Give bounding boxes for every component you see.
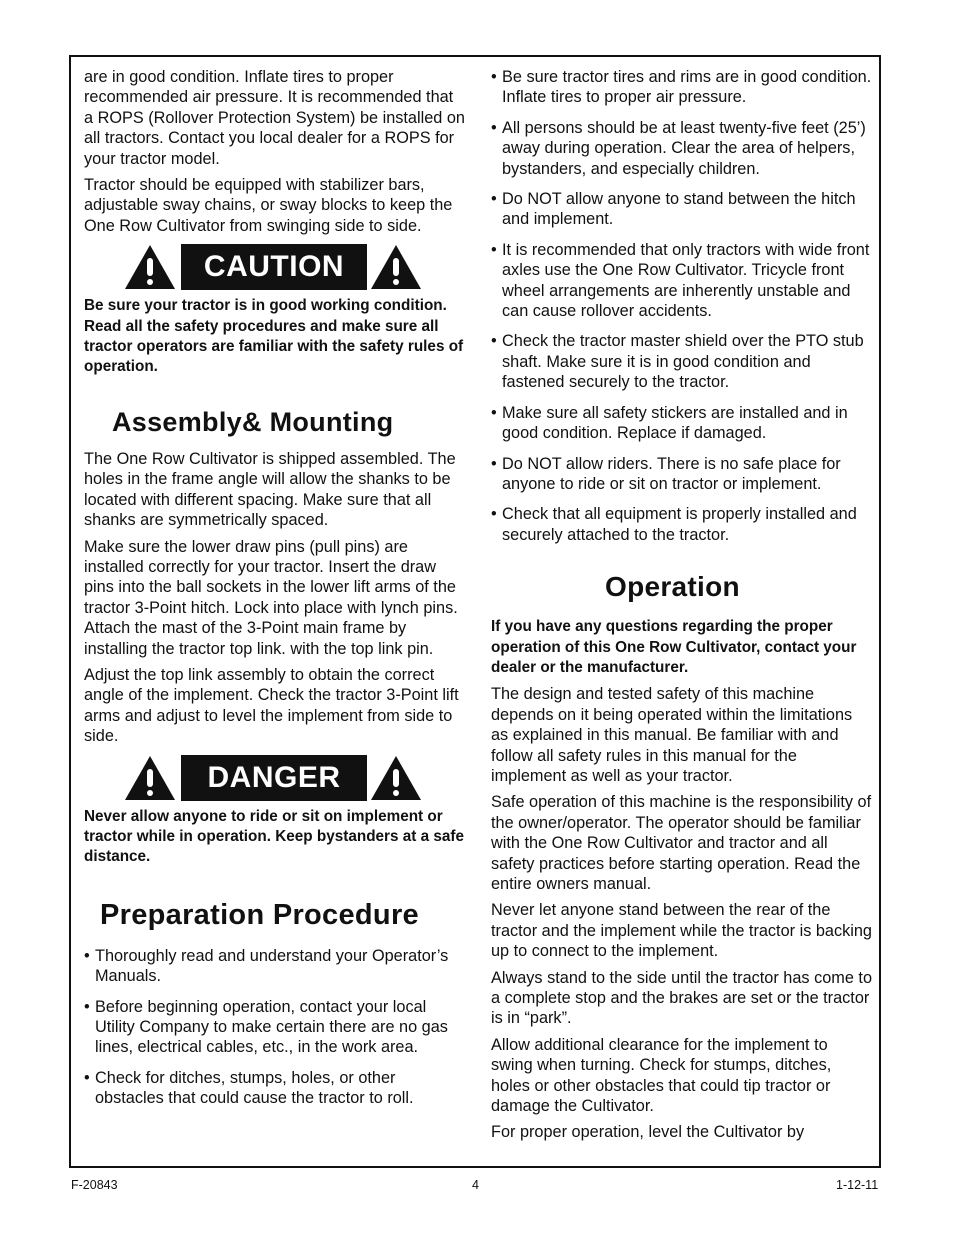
footer-date: 1-12-11: [836, 1178, 879, 1192]
left-column: [84, 67, 466, 1119]
list-item: • It is recommended that only tractors with wide front axles use the One Row Cultivator. Tricycle front wheel arrangements are inherently unstable and can cause rollover accidents.: [491, 240, 870, 321]
list-item: • Before beginning operation, contact your local Utility Company to make certain there are no gas lines, electrical cables, etc., in the work area.: [84, 997, 448, 1057]
caution-sign: [84, 242, 466, 292]
bullet-icon: •: [84, 1068, 90, 1087]
operation-paragraph: Never let anyone stand between the rear of the tractor and the implement while the tractor is backing up to connect to the implement.: [491, 901, 872, 961]
bullet-icon: •: [491, 68, 497, 86]
caution-text: Be sure your tractor is in good working condition. Read all the safety procedures and make sure all tractor operators are familiar with the safety rules of operation.: [84, 297, 464, 376]
list-item: • Check for ditches, stumps, holes, or other obstacles that could cause the tractor to roll.: [84, 1068, 414, 1108]
warning-triangle-icon: [124, 244, 176, 290]
bullet-icon: •: [84, 946, 90, 965]
list-item: • Thoroughly read and understand your Operator’s Manuals.: [84, 946, 449, 986]
page-frame: [69, 55, 881, 1168]
list-item: • Do NOT allow riders. There is no safe place for anyone to ride or sit on tractor or implement.: [491, 454, 841, 493]
operation-paragraph: The design and tested safety of this machine depends on it being operated within the limitations as explained in this manual. Be familiar with and follow all safety rules in this manual for the implement as well as your tractor.: [491, 685, 853, 785]
list-item: • Check that all equipment is properly installed and securely attached to the tractor.: [491, 505, 857, 544]
list-item: • Check the tractor master shield over the PTO stub shaft. Make sure it is in good condition and fastened securely to the tractor.: [491, 332, 864, 392]
operation-intro: If you have any questions regarding the proper operation of this One Row Cultivator, contact your dealer or the manufacturer.: [491, 618, 857, 676]
list-item: • Make sure all safety stickers are installed and in good condition. Replace if damaged.: [491, 403, 848, 443]
operation-paragraph: Safe operation of this machine is the responsibility of the owner/operator. The operator should be familiar with the One Row Cultivator and tractor and all safety practices before starting operation. Read the entire owners manual.: [491, 793, 872, 893]
assembly-paragraph: Make sure the lower draw pins (pull pins) are installed correctly for your tractor. Insert the draw pins into the ball sockets in the lower lift arms of the tractor 3-Point hitch. Lock into place with lynch pins. Attach the mast of the 3-Point main frame by installing the tractor top link. with the top link pin.: [84, 537, 458, 658]
operation-paragraph: For proper operation, level the Cultivator by: [491, 1123, 805, 1142]
operation-heading: Operation: [605, 571, 740, 603]
caution-label: CAUTION: [181, 244, 367, 290]
danger-sign: [84, 753, 466, 803]
footer-doc-number: F-20843: [71, 1178, 118, 1192]
bullet-icon: •: [491, 118, 497, 137]
assembly-heading: Assembly& Mounting: [112, 406, 394, 437]
bullet-icon: •: [491, 240, 497, 259]
list-item: • Be sure tractor tires and rims are in good condition. Inflate tires to proper air pressure.: [491, 68, 872, 107]
warning-triangle-icon: [370, 244, 422, 290]
operation-paragraph: Always stand to the side until the tractor has come to a complete stop and the brakes are set or the tractor is in “park”.: [491, 968, 872, 1028]
right-column: [491, 67, 873, 1149]
assembly-paragraph: Adjust the top link assembly to obtain the correct angle of the implement. Check the tractor 3-Point lift arms and adjust to level the implement from side to side.: [84, 665, 459, 746]
danger-text: Never allow anyone to ride or sit on implement or tractor while in operation. Keep bystanders at a safe distance.: [84, 807, 464, 866]
operation-paragraph: Allow additional clearance for the implement to swing when turning. Check for stumps, ditches, holes or other obstacles that could tip tractor or damage the Cultivator.: [491, 1035, 832, 1116]
intro-paragraph: are in good condition. Inflate tires to proper recommended air pressure. It is recommended that a ROPS (Rollover Protection System) be installed on all tractors. Contact you local dealer for a ROPS for your tractor model.: [84, 68, 465, 168]
bullet-icon: •: [491, 454, 497, 473]
footer-page-number: 4: [472, 1178, 479, 1192]
danger-label: DANGER: [181, 755, 367, 801]
intro-paragraph: Tractor should be equipped with stabilizer bars, adjustable sway chains, or sway blocks to keep the One Row Cultivator from swinging side to side.: [84, 176, 453, 235]
assembly-paragraph: The One Row Cultivator is shipped assembled. The holes in the frame angle will allow the shanks to be located with different spacing. Make sure that all shanks are symmetrically spaced.: [84, 449, 456, 530]
bullet-icon: •: [491, 505, 497, 524]
preparation-heading: Preparation Procedure: [100, 898, 419, 931]
bullet-icon: •: [491, 403, 497, 422]
list-item: • Do NOT allow anyone to stand between the hitch and implement.: [491, 190, 856, 229]
warning-triangle-icon: [370, 755, 422, 801]
bullet-icon: •: [491, 190, 497, 209]
bullet-icon: •: [491, 332, 497, 351]
warning-triangle-icon: [124, 755, 176, 801]
list-item: • All persons should be at least twenty-five feet (25’) away during operation. Clear the area of helpers, bystanders, and especially children.: [491, 118, 866, 178]
bullet-icon: •: [84, 997, 90, 1016]
